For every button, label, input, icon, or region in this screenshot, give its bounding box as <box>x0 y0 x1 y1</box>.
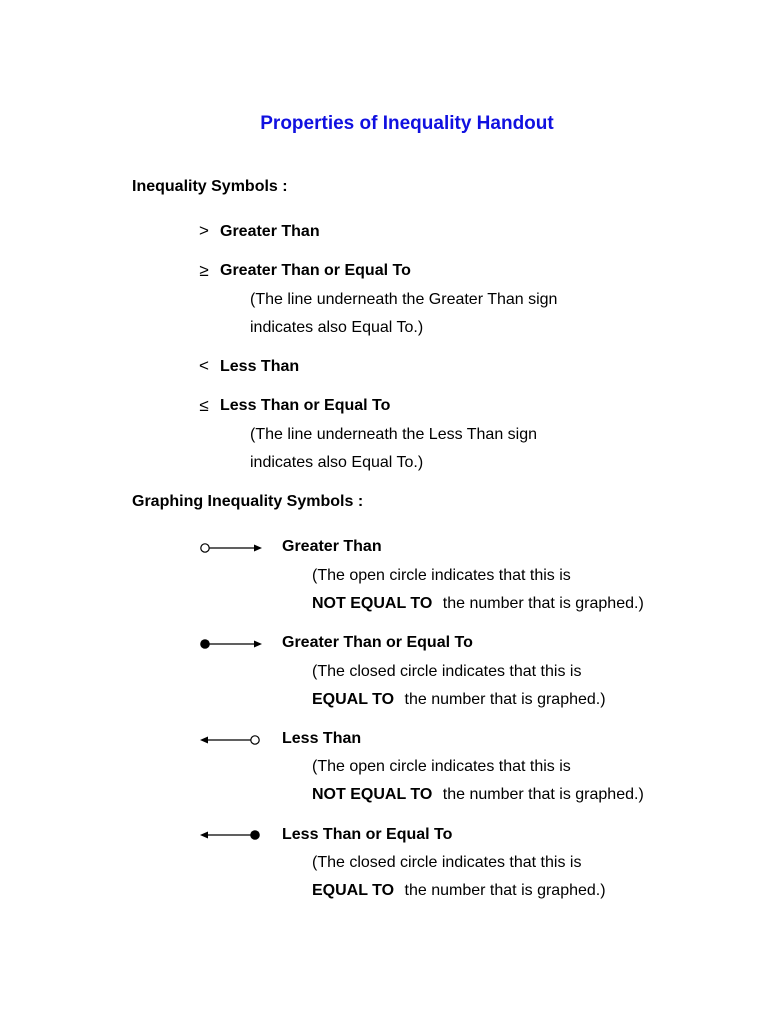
note-rest: the number that is graphed.) <box>442 595 644 612</box>
greater-than-symbol: > <box>199 221 209 240</box>
inequality-symbols-heading: Inequality Symbols : <box>132 178 288 195</box>
greater-than-or-equal-note-line2: indicates also Equal To.) <box>250 319 424 336</box>
page-title: Properties of Inequality Handout <box>260 113 554 134</box>
not-equal-to-emphasis: NOT EQUAL TO <box>312 595 433 612</box>
note-rest: the number that is graphed.) <box>404 882 606 899</box>
graph-greater-than-or-equal-note-line2 <box>312 691 606 709</box>
less-than-label: Less Than <box>220 358 300 375</box>
graph-greater-than-or-equal-note-line1: (The closed circle indicates that this is <box>312 663 582 680</box>
note-rest: the number that is graphed.) <box>442 786 644 803</box>
graph-greater-than-or-equal-label: Greater Than or Equal To <box>282 634 473 651</box>
note-rest: the number that is graphed.) <box>404 691 606 708</box>
graph-less-than-note-line2 <box>312 786 644 804</box>
equal-to-emphasis: EQUAL TO <box>312 691 395 708</box>
graph-less-than-label: Less Than <box>282 730 362 747</box>
left-arrow-closed-circle-icon <box>196 827 266 843</box>
equal-to-emphasis: EQUAL TO <box>312 882 395 899</box>
graph-less-than-or-equal-label: Less Than or Equal To <box>282 826 453 843</box>
graphing-symbols-heading: Graphing Inequality Symbols : <box>132 493 364 510</box>
closed-circle-right-arrow-icon <box>196 636 266 652</box>
less-than-or-equal-note-line2: indicates also Equal To.) <box>250 454 424 471</box>
graph-less-than-or-equal-note-line1: (The closed circle indicates that this is <box>312 854 582 871</box>
less-than-symbol: < <box>199 356 209 375</box>
graph-greater-than-note-line1: (The open circle indicates that this is <box>312 567 571 584</box>
graph-greater-than-note-line2 <box>312 595 644 613</box>
not-equal-to-emphasis: NOT EQUAL TO <box>312 786 433 803</box>
open-circle-right-arrow-icon <box>196 540 266 556</box>
graph-less-than-or-equal-note-line2 <box>312 882 606 900</box>
graph-greater-than-label: Greater Than <box>282 538 382 555</box>
greater-than-or-equal-symbol: ≥ <box>199 261 209 280</box>
graph-less-than-note-line1: (The open circle indicates that this is <box>312 758 571 775</box>
left-arrow-open-circle-icon <box>196 732 266 748</box>
greater-than-or-equal-note-line1: (The line underneath the Greater Than sign <box>250 291 558 308</box>
greater-than-label: Greater Than <box>220 223 320 240</box>
less-than-or-equal-note-line1: (The line underneath the Less Than sign <box>250 426 538 443</box>
greater-than-or-equal-label: Greater Than or Equal To <box>220 262 411 279</box>
less-than-or-equal-symbol: ≤ <box>199 396 209 415</box>
less-than-or-equal-label: Less Than or Equal To <box>220 397 391 414</box>
